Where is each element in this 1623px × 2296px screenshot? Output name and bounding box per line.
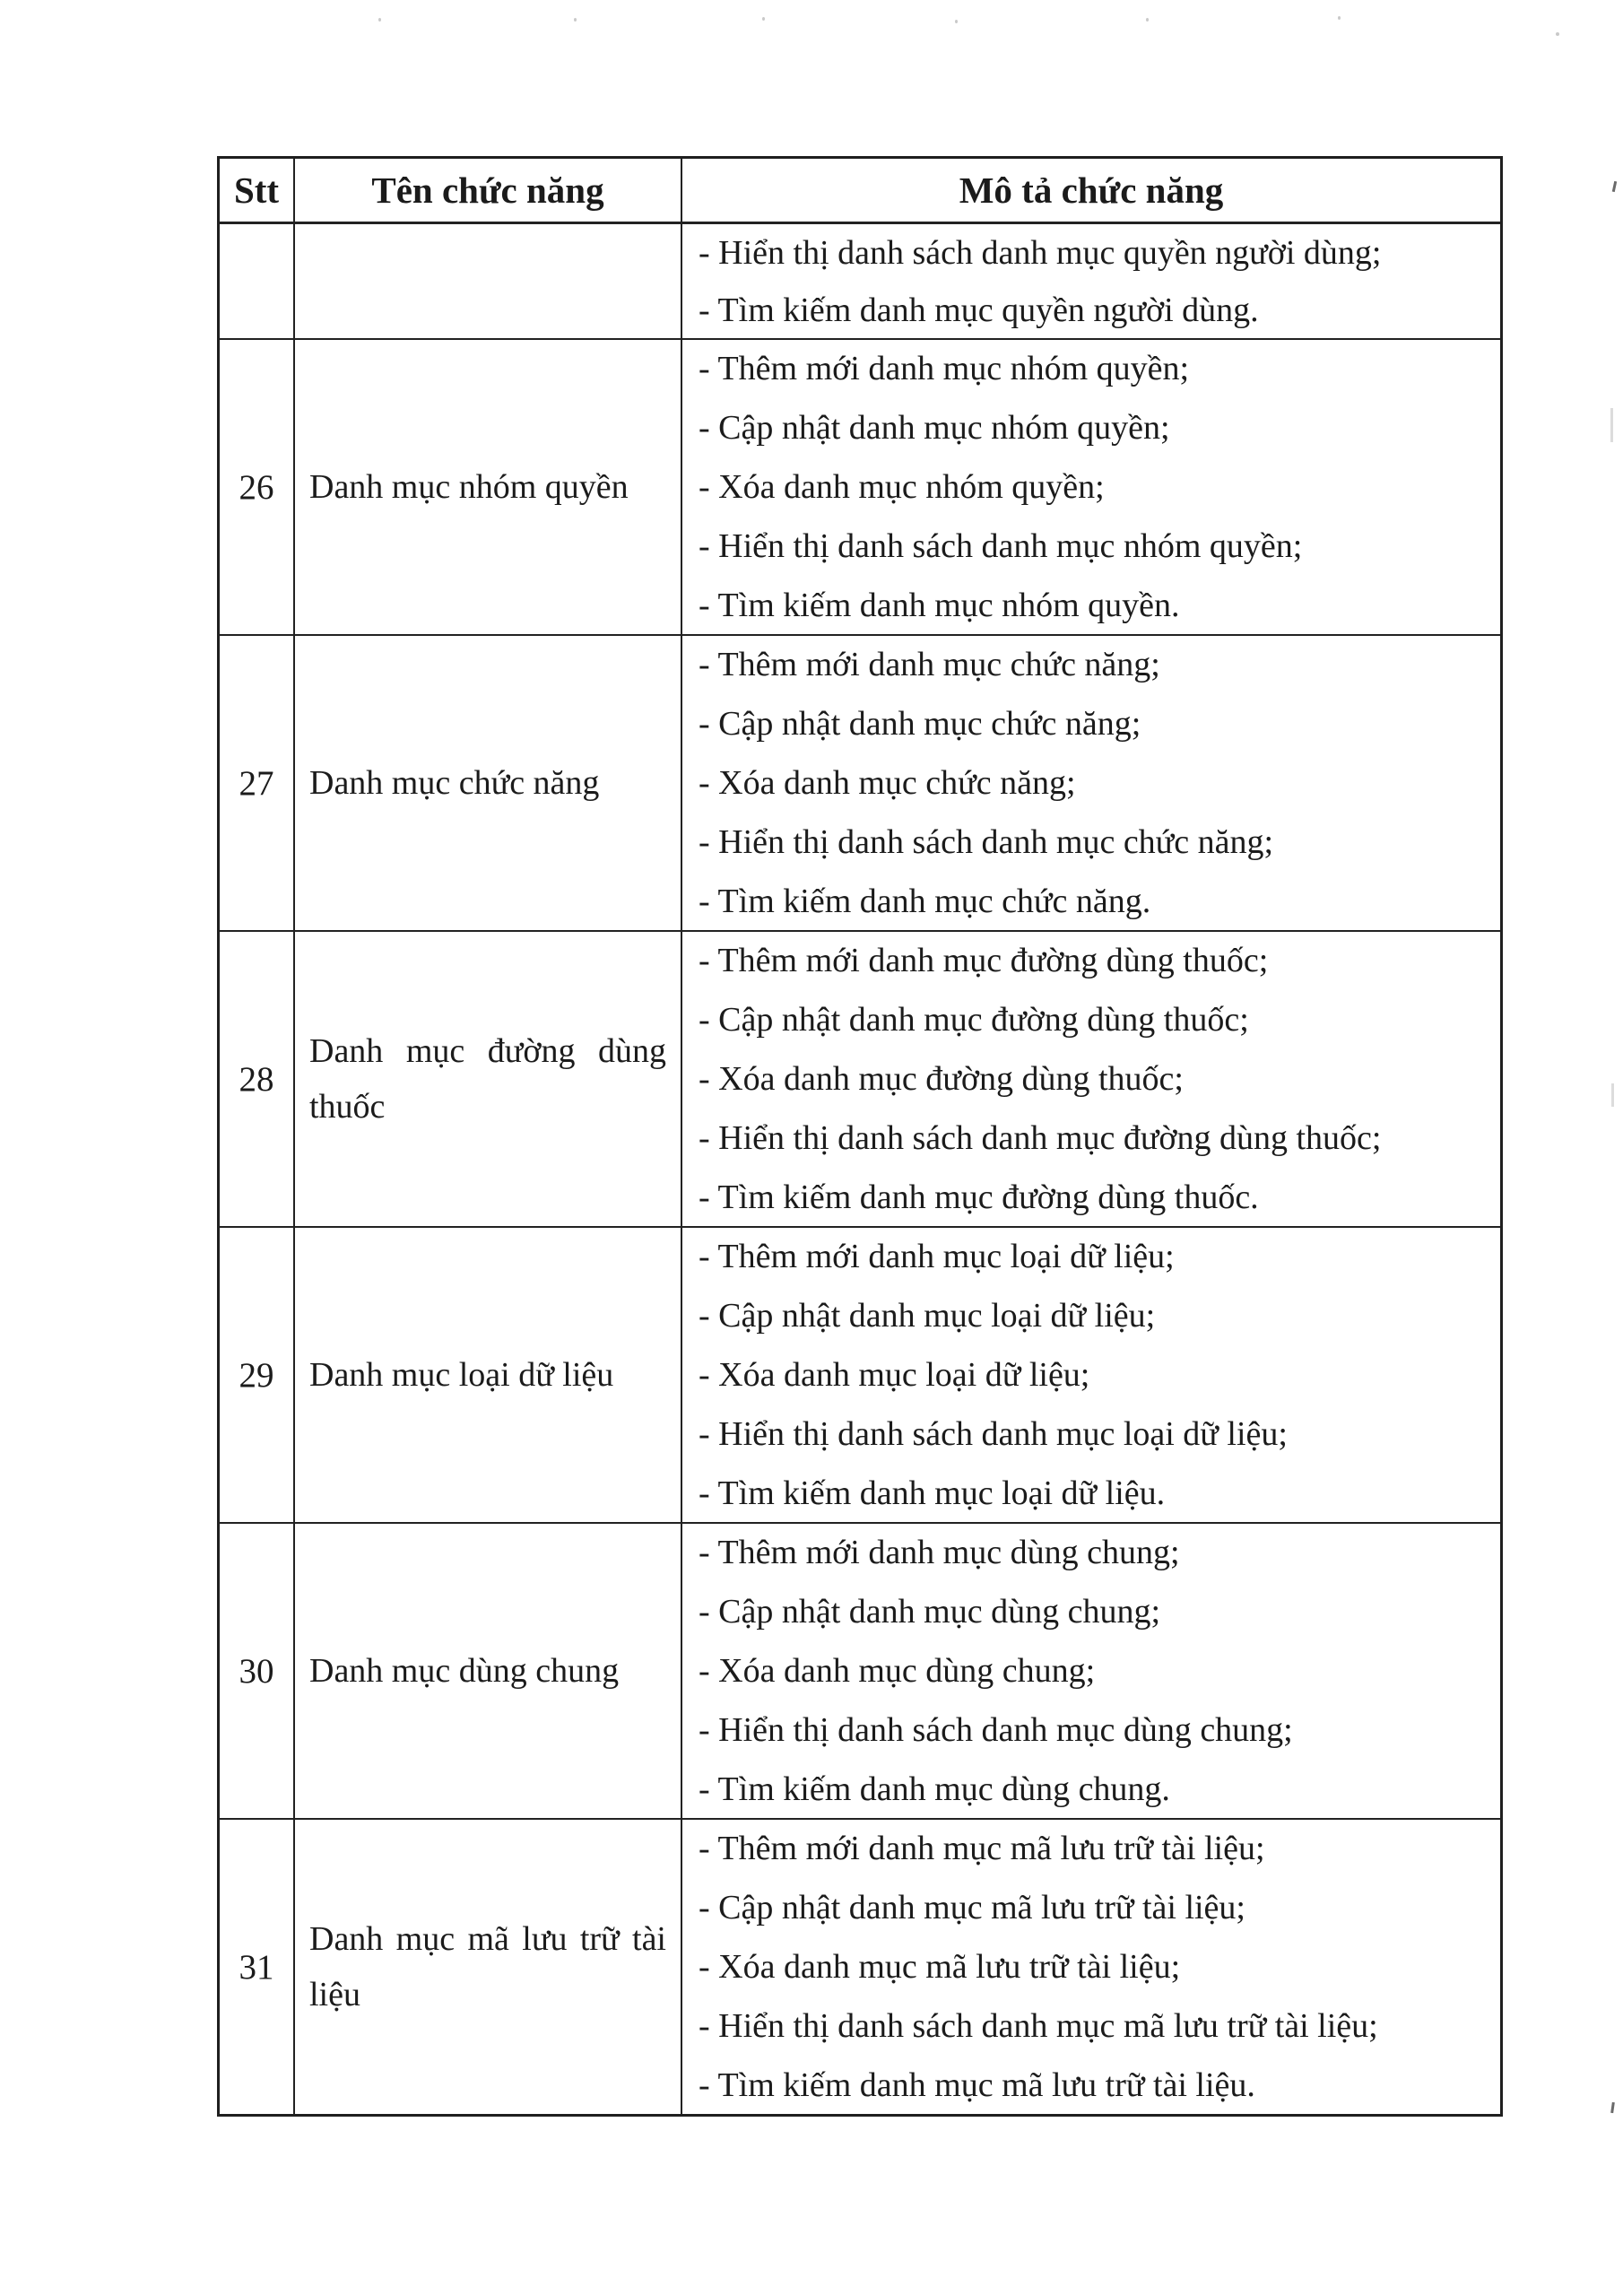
description-line: - Xóa danh mục mã lưu trữ tài liệu; — [699, 1948, 1181, 1986]
description-line: - Hiển thị danh sách danh mục loại dữ liệu; — [699, 1415, 1288, 1453]
description-line: - Tìm kiếm danh mục mã lưu trữ tài liệu. — [699, 2066, 1255, 2104]
description-line: - Tìm kiếm danh mục đường dùng thuốc. — [699, 1178, 1259, 1216]
description-line: - Cập nhật danh mục mã lưu trữ tài liệu; — [699, 1889, 1245, 1926]
description-line: - Hiển thị danh sách danh mục nhóm quyền; — [699, 527, 1303, 565]
description-line: - Cập nhật danh mục chức năng; — [699, 705, 1141, 743]
description-line: - Hiển thị danh sách danh mục mã lưu trữ tài liệu; — [699, 2007, 1378, 2045]
row-number-cell: 28 — [220, 932, 295, 1226]
description-line: - Thêm mới danh mục nhóm quyền; — [699, 350, 1190, 387]
row-number-cell: 30 — [220, 1524, 295, 1818]
description-line: - Hiển thị danh sách danh mục quyền người dùng; — [699, 233, 1382, 272]
description-line: - Hiển thị danh sách danh mục dùng chung; — [699, 1711, 1293, 1749]
function-description-cell — [682, 1524, 1500, 1818]
function-name-cell — [295, 224, 682, 338]
table-row — [220, 634, 1500, 930]
function-description-cell — [682, 932, 1500, 1226]
function-description-cell — [682, 636, 1500, 930]
description-line: - Cập nhật danh mục đường dùng thuốc; — [699, 1001, 1249, 1039]
description-line: - Thêm mới danh mục chức năng; — [699, 646, 1160, 683]
table-row — [220, 222, 1500, 338]
column-header-name: Tên chức năng — [295, 159, 682, 222]
function-description-cell — [682, 1820, 1500, 2114]
function-description-cell — [682, 1228, 1500, 1522]
function-name-cell — [295, 340, 682, 634]
description-line: - Cập nhật danh mục dùng chung; — [699, 1593, 1161, 1631]
row-number-cell: 31 — [220, 1820, 295, 2114]
function-name-text: Danh mục chức năng — [309, 764, 600, 802]
function-name-cell — [295, 1820, 682, 2114]
description-line: - Thêm mới danh mục đường dùng thuốc; — [699, 942, 1269, 979]
row-number-cell: 26 — [220, 340, 295, 634]
table-row — [220, 930, 1500, 1226]
scan-mark — [1612, 181, 1617, 192]
function-name-text: Danh mục đường dùng thuốc — [309, 1032, 666, 1126]
function-name-text: Danh mục loại dữ liệu — [309, 1356, 614, 1394]
function-name-cell — [295, 932, 682, 1226]
table-row — [220, 1818, 1500, 2114]
description-line: - Tìm kiếm danh mục nhóm quyền. — [699, 587, 1180, 624]
row-number-cell — [220, 224, 295, 338]
description-line: - Thêm mới danh mục mã lưu trữ tài liệu; — [699, 1830, 1265, 1867]
description-line: - Cập nhật danh mục loại dữ liệu; — [699, 1297, 1156, 1335]
scan-speck — [1338, 16, 1341, 20]
description-line: - Xóa danh mục nhóm quyền; — [699, 468, 1105, 506]
column-header-stt: Stt — [220, 159, 295, 222]
scan-mark — [1610, 2102, 1615, 2113]
function-name-cell — [295, 636, 682, 930]
scan-mark — [1611, 1083, 1614, 1107]
scan-mark — [1610, 408, 1613, 442]
scan-speck — [1146, 18, 1149, 22]
row-number-cell: 27 — [220, 636, 295, 930]
description-line: - Hiển thị danh sách danh mục đường dùng thuốc; — [699, 1119, 1382, 1157]
scan-speck — [574, 18, 577, 22]
function-description-cell — [682, 224, 1500, 338]
description-line: - Cập nhật danh mục nhóm quyền; — [699, 409, 1170, 447]
scan-speck — [1556, 32, 1559, 36]
scan-speck — [762, 17, 765, 21]
description-line: - Xóa danh mục dùng chung; — [699, 1652, 1096, 1690]
description-line: - Xóa danh mục chức năng; — [699, 764, 1076, 802]
column-header-description: Mô tả chức năng — [959, 170, 1224, 211]
table-header-row — [220, 159, 1500, 222]
function-name-cell — [295, 1228, 682, 1522]
function-name-text: Danh mục dùng chung — [309, 1652, 620, 1690]
description-line: - Thêm mới danh mục loại dữ liệu; — [699, 1238, 1175, 1275]
scan-speck — [378, 18, 381, 22]
description-line: - Tìm kiếm danh mục quyền người dùng. — [699, 291, 1259, 329]
scan-speck — [955, 20, 958, 23]
row-number-cell: 29 — [220, 1228, 295, 1522]
table-row — [220, 1226, 1500, 1522]
table-row — [220, 338, 1500, 634]
description-line: - Xóa danh mục loại dữ liệu; — [699, 1356, 1090, 1394]
table-row — [220, 1522, 1500, 1818]
description-line: - Thêm mới danh mục dùng chung; — [699, 1534, 1180, 1571]
function-name-cell — [295, 1524, 682, 1818]
description-line: - Tìm kiếm danh mục dùng chung. — [699, 1770, 1170, 1808]
description-line: - Hiển thị danh sách danh mục chức năng; — [699, 823, 1274, 861]
function-name-text: Danh mục nhóm quyền — [309, 468, 629, 506]
function-description-cell — [682, 340, 1500, 634]
description-line: - Tìm kiếm danh mục loại dữ liệu. — [699, 1474, 1166, 1512]
function-name-text: Danh mục mã lưu trữ tài liệu — [309, 1920, 666, 2013]
function-table — [217, 156, 1503, 2117]
description-line: - Xóa danh mục đường dùng thuốc; — [699, 1060, 1184, 1098]
description-line: - Tìm kiếm danh mục chức năng. — [699, 883, 1151, 920]
